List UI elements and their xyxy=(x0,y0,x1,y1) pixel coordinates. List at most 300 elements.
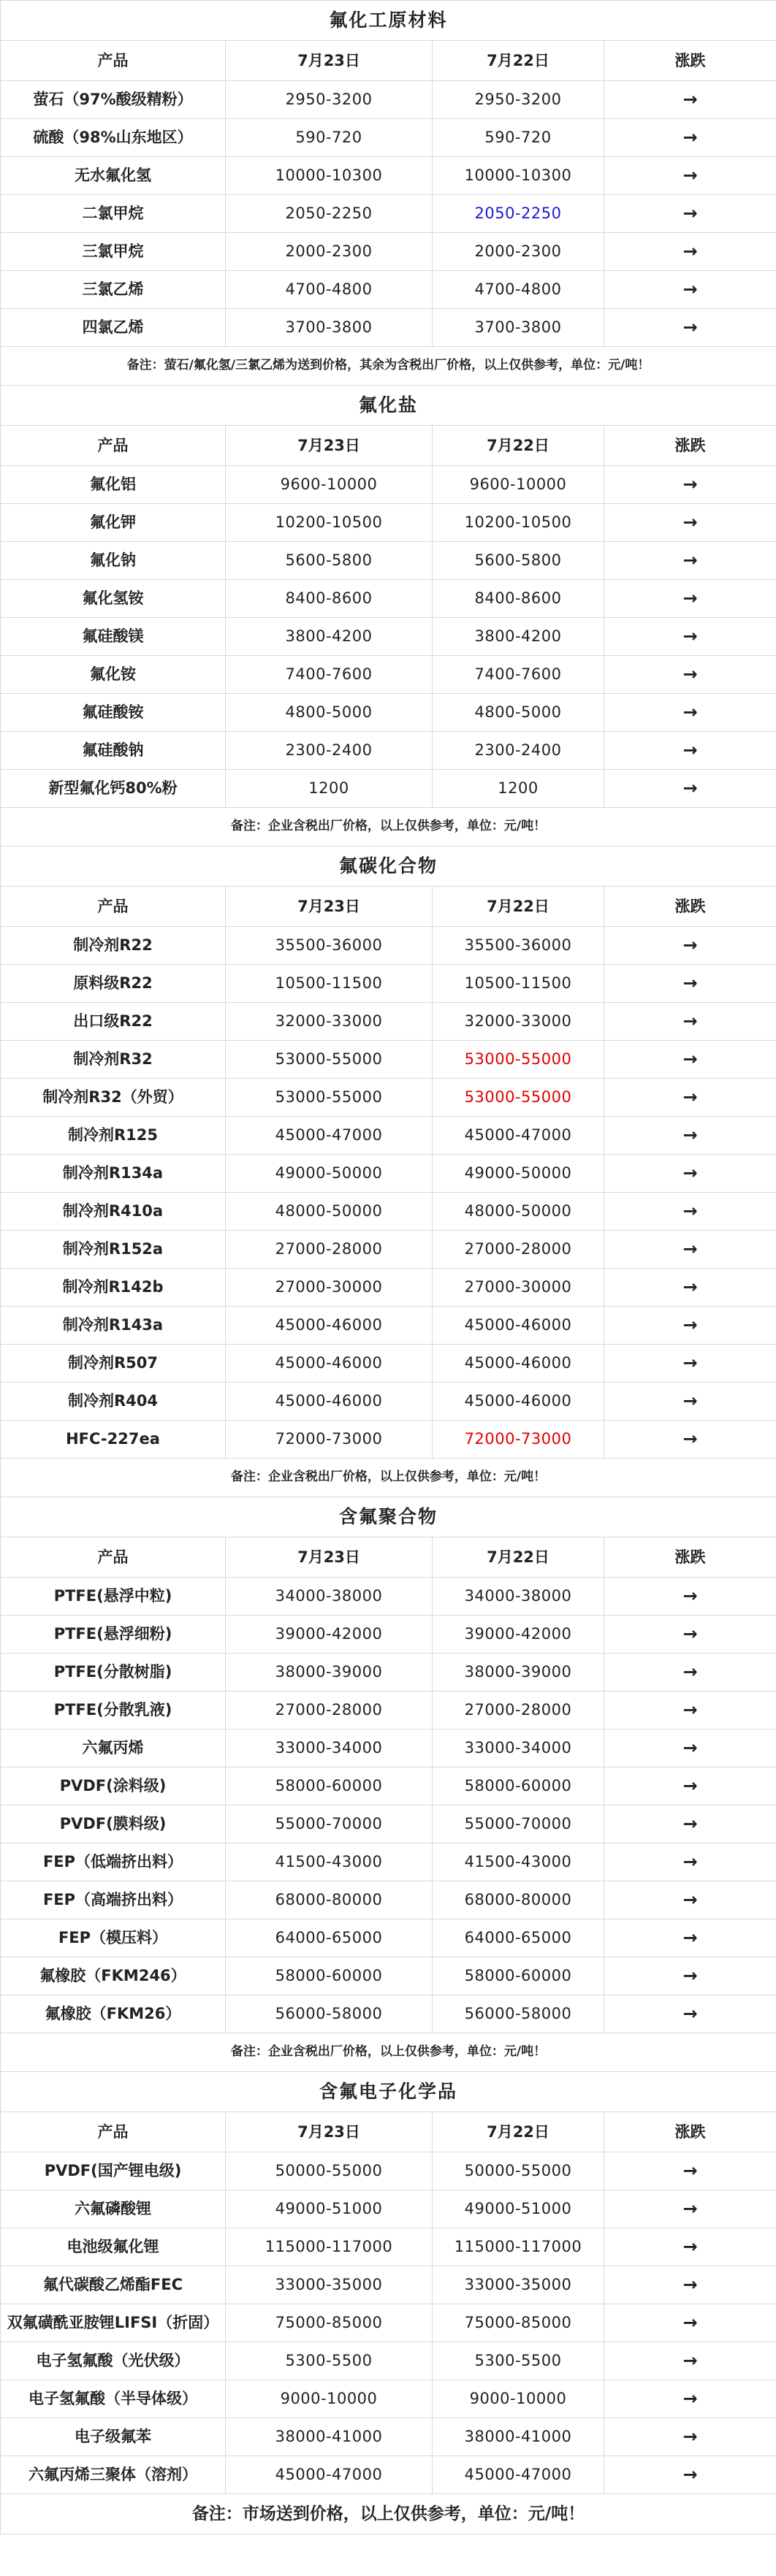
trend-arrow-icon: → xyxy=(604,1578,776,1616)
section-title: 含氟电子化学品 xyxy=(1,2072,776,2112)
price-date-1: 2000-2300 xyxy=(226,233,433,271)
product-name: 氟硅酸铵 xyxy=(1,694,226,732)
trend-arrow-icon: → xyxy=(604,1155,776,1193)
product-name: HFC-227ea xyxy=(1,1421,226,1459)
price-date-1: 48000-50000 xyxy=(226,1193,433,1231)
trend-arrow-icon: → xyxy=(604,542,776,580)
column-header-row xyxy=(1,887,776,927)
price-date-1: 45000-47000 xyxy=(226,1117,433,1155)
trend-arrow-icon: → xyxy=(604,1383,776,1421)
product-name: 电子级氟苯 xyxy=(1,2418,226,2456)
product-name: 制冷剂R142b xyxy=(1,1269,226,1307)
trend-arrow-icon: → xyxy=(604,1919,776,1957)
table-row xyxy=(1,1193,776,1231)
table-row xyxy=(1,81,776,119)
table-row xyxy=(1,1578,776,1616)
price-date-2: 35500-36000 xyxy=(433,927,604,965)
section-note-row xyxy=(1,2494,776,2534)
table-row xyxy=(1,1307,776,1345)
price-date-2: 39000-42000 xyxy=(433,1616,604,1654)
header-change: 涨跌 xyxy=(604,887,776,927)
table-row xyxy=(1,1919,776,1957)
product-name: 制冷剂R134a xyxy=(1,1155,226,1193)
trend-arrow-icon: → xyxy=(604,504,776,542)
trend-arrow-icon: → xyxy=(604,1003,776,1041)
price-date-2: 2000-2300 xyxy=(433,233,604,271)
price-date-1: 38000-41000 xyxy=(226,2418,433,2456)
trend-arrow-icon: → xyxy=(604,1231,776,1269)
price-date-1: 34000-38000 xyxy=(226,1578,433,1616)
product-name: 制冷剂R32 xyxy=(1,1041,226,1079)
price-date-1: 53000-55000 xyxy=(226,1079,433,1117)
section-title-row xyxy=(1,1497,776,1537)
price-date-2: 56000-58000 xyxy=(433,1995,604,2033)
product-name: FEP（高端挤出料） xyxy=(1,1881,226,1919)
table-row xyxy=(1,233,776,271)
price-date-2: 64000-65000 xyxy=(433,1919,604,1957)
price-date-1: 4700-4800 xyxy=(226,271,433,309)
price-date-2: 10200-10500 xyxy=(433,504,604,542)
price-date-2: 5300-5500 xyxy=(433,2342,604,2380)
product-name: 制冷剂R410a xyxy=(1,1193,226,1231)
price-date-1: 10500-11500 xyxy=(226,965,433,1003)
price-date-2: 53000-55000 xyxy=(433,1079,604,1117)
table-row xyxy=(1,1995,776,2033)
price-date-1: 50000-55000 xyxy=(226,2152,433,2190)
price-date-2: 3700-3800 xyxy=(433,309,604,347)
table-row xyxy=(1,1231,776,1269)
trend-arrow-icon: → xyxy=(604,1307,776,1345)
section-title-row xyxy=(1,1,776,41)
product-name: FEP（模压料） xyxy=(1,1919,226,1957)
price-date-1: 49000-50000 xyxy=(226,1155,433,1193)
table-row xyxy=(1,1383,776,1421)
product-name: 制冷剂R404 xyxy=(1,1383,226,1421)
product-name: 氟化铵 xyxy=(1,656,226,694)
trend-arrow-icon: → xyxy=(604,2304,776,2342)
price-date-2: 68000-80000 xyxy=(433,1881,604,1919)
header-product: 产品 xyxy=(1,41,226,81)
header-date-2: 7月22日 xyxy=(433,426,604,466)
product-name: 氟化钠 xyxy=(1,542,226,580)
trend-arrow-icon: → xyxy=(604,1041,776,1079)
header-date-2: 7月22日 xyxy=(433,41,604,81)
price-date-1: 115000-117000 xyxy=(226,2228,433,2266)
table-row xyxy=(1,1079,776,1117)
price-date-1: 32000-33000 xyxy=(226,1003,433,1041)
price-date-1: 27000-28000 xyxy=(226,1231,433,1269)
product-name: 二氯甲烷 xyxy=(1,195,226,233)
header-date-1: 7月23日 xyxy=(226,41,433,81)
table-row xyxy=(1,2418,776,2456)
product-name: 氟化氢铵 xyxy=(1,580,226,618)
price-date-1: 58000-60000 xyxy=(226,1957,433,1995)
product-name: PTFE(分散树脂) xyxy=(1,1654,226,1692)
price-date-2: 55000-70000 xyxy=(433,1805,604,1843)
price-date-2: 9600-10000 xyxy=(433,466,604,504)
trend-arrow-icon: → xyxy=(604,2342,776,2380)
product-name: 电池级氟化锂 xyxy=(1,2228,226,2266)
product-name: 制冷剂R143a xyxy=(1,1307,226,1345)
price-date-1: 5300-5500 xyxy=(226,2342,433,2380)
trend-arrow-icon: → xyxy=(604,1117,776,1155)
header-change: 涨跌 xyxy=(604,2112,776,2152)
product-name: 制冷剂R22 xyxy=(1,927,226,965)
price-date-1: 45000-46000 xyxy=(226,1307,433,1345)
trend-arrow-icon: → xyxy=(604,2456,776,2494)
table-row xyxy=(1,965,776,1003)
section-note: 备注：市场送到价格，以上仅供参考，单位：元/吨！ xyxy=(1,2494,776,2534)
table-row xyxy=(1,2228,776,2266)
table-row xyxy=(1,119,776,157)
header-date-2: 7月22日 xyxy=(433,1537,604,1578)
table-row xyxy=(1,770,776,808)
price-date-2: 75000-85000 xyxy=(433,2304,604,2342)
trend-arrow-icon: → xyxy=(604,81,776,119)
table-row xyxy=(1,1843,776,1881)
trend-arrow-icon: → xyxy=(604,1995,776,2033)
table-row xyxy=(1,195,776,233)
product-name: 电子氢氟酸（半导体级） xyxy=(1,2380,226,2418)
product-name: 制冷剂R125 xyxy=(1,1117,226,1155)
header-date-1: 7月23日 xyxy=(226,2112,433,2152)
table-row xyxy=(1,1345,776,1383)
table-row xyxy=(1,694,776,732)
section-title: 含氟聚合物 xyxy=(1,1497,776,1537)
price-date-1: 27000-30000 xyxy=(226,1269,433,1307)
price-date-2: 58000-60000 xyxy=(433,1767,604,1805)
trend-arrow-icon: → xyxy=(604,466,776,504)
table-row xyxy=(1,1654,776,1692)
trend-arrow-icon: → xyxy=(604,965,776,1003)
product-name: 三氯乙烯 xyxy=(1,271,226,309)
price-date-1: 2300-2400 xyxy=(226,732,433,770)
price-date-1: 72000-73000 xyxy=(226,1421,433,1459)
trend-arrow-icon: → xyxy=(604,1730,776,1767)
price-date-1: 45000-46000 xyxy=(226,1345,433,1383)
header-product: 产品 xyxy=(1,1537,226,1578)
table-row xyxy=(1,618,776,656)
product-name: 电子氢氟酸（光伏级） xyxy=(1,2342,226,2380)
product-name: 氟硅酸镁 xyxy=(1,618,226,656)
table-row xyxy=(1,1957,776,1995)
trend-arrow-icon: → xyxy=(604,2266,776,2304)
price-date-2: 2300-2400 xyxy=(433,732,604,770)
trend-arrow-icon: → xyxy=(604,927,776,965)
trend-arrow-icon: → xyxy=(604,119,776,157)
table-row xyxy=(1,580,776,618)
trend-arrow-icon: → xyxy=(604,195,776,233)
table-row xyxy=(1,2190,776,2228)
product-name: 氟代碳酸乙烯酯FEC xyxy=(1,2266,226,2304)
table-row xyxy=(1,1269,776,1307)
section-note: 备注：企业含税出厂价格，以上仅供参考，单位：元/吨！ xyxy=(1,808,776,846)
table-row xyxy=(1,1805,776,1843)
trend-arrow-icon: → xyxy=(604,1193,776,1231)
table-row xyxy=(1,1003,776,1041)
price-date-2: 2050-2250 xyxy=(433,195,604,233)
product-name: 出口级R22 xyxy=(1,1003,226,1041)
header-product: 产品 xyxy=(1,2112,226,2152)
price-date-2: 72000-73000 xyxy=(433,1421,604,1459)
section-title-row xyxy=(1,386,776,426)
price-date-2: 53000-55000 xyxy=(433,1041,604,1079)
price-date-1: 2050-2250 xyxy=(226,195,433,233)
price-date-2: 10500-11500 xyxy=(433,965,604,1003)
trend-arrow-icon: → xyxy=(604,770,776,808)
price-date-1: 41500-43000 xyxy=(226,1843,433,1881)
price-date-2: 50000-55000 xyxy=(433,2152,604,2190)
trend-arrow-icon: → xyxy=(604,1767,776,1805)
price-date-2: 41500-43000 xyxy=(433,1843,604,1881)
price-date-1: 33000-34000 xyxy=(226,1730,433,1767)
price-date-2: 7400-7600 xyxy=(433,656,604,694)
price-date-1: 64000-65000 xyxy=(226,1919,433,1957)
trend-arrow-icon: → xyxy=(604,309,776,347)
product-name: 氟化钾 xyxy=(1,504,226,542)
price-date-2: 2950-3200 xyxy=(433,81,604,119)
table-row xyxy=(1,2456,776,2494)
price-date-1: 3700-3800 xyxy=(226,309,433,347)
column-header-row xyxy=(1,2112,776,2152)
trend-arrow-icon: → xyxy=(604,233,776,271)
product-name: 硫酸（98%山东地区） xyxy=(1,119,226,157)
price-date-1: 53000-55000 xyxy=(226,1041,433,1079)
price-date-1: 10200-10500 xyxy=(226,504,433,542)
column-header-row xyxy=(1,1537,776,1578)
table-row xyxy=(1,2152,776,2190)
table-row xyxy=(1,1421,776,1459)
table-row xyxy=(1,2342,776,2380)
price-date-2: 45000-46000 xyxy=(433,1307,604,1345)
table-row xyxy=(1,2266,776,2304)
product-name: PTFE(分散乳液) xyxy=(1,1692,226,1730)
table-row xyxy=(1,466,776,504)
header-change: 涨跌 xyxy=(604,41,776,81)
price-date-2: 33000-34000 xyxy=(433,1730,604,1767)
price-date-2: 45000-46000 xyxy=(433,1345,604,1383)
price-date-2: 34000-38000 xyxy=(433,1578,604,1616)
trend-arrow-icon: → xyxy=(604,2380,776,2418)
trend-arrow-icon: → xyxy=(604,1654,776,1692)
product-name: 无水氟化氢 xyxy=(1,157,226,195)
product-name: PTFE(悬浮细粉) xyxy=(1,1616,226,1654)
product-name: 制冷剂R507 xyxy=(1,1345,226,1383)
price-date-2: 45000-46000 xyxy=(433,1383,604,1421)
price-date-2: 3800-4200 xyxy=(433,618,604,656)
trend-arrow-icon: → xyxy=(604,1881,776,1919)
price-date-2: 590-720 xyxy=(433,119,604,157)
trend-arrow-icon: → xyxy=(604,694,776,732)
price-date-2: 27000-28000 xyxy=(433,1692,604,1730)
table-row xyxy=(1,309,776,347)
price-date-2: 10000-10300 xyxy=(433,157,604,195)
section-note: 备注：萤石/氟化氢/三氯乙烯为送到价格，其余为含税出厂价格，以上仅供参考，单位：元/吨！ xyxy=(1,347,776,386)
price-date-2: 49000-51000 xyxy=(433,2190,604,2228)
trend-arrow-icon: → xyxy=(604,1616,776,1654)
header-change: 涨跌 xyxy=(604,1537,776,1578)
product-name: 氟硅酸钠 xyxy=(1,732,226,770)
trend-arrow-icon: → xyxy=(604,2228,776,2266)
trend-arrow-icon: → xyxy=(604,1421,776,1459)
price-date-2: 38000-41000 xyxy=(433,2418,604,2456)
price-date-1: 3800-4200 xyxy=(226,618,433,656)
price-date-2: 48000-50000 xyxy=(433,1193,604,1231)
price-date-2: 32000-33000 xyxy=(433,1003,604,1041)
trend-arrow-icon: → xyxy=(604,2418,776,2456)
product-name: 原料级R22 xyxy=(1,965,226,1003)
product-name: 双氟磺酰亚胺锂LIFSI（折固） xyxy=(1,2304,226,2342)
price-date-2: 45000-47000 xyxy=(433,2456,604,2494)
header-date-1: 7月23日 xyxy=(226,1537,433,1578)
price-date-2: 58000-60000 xyxy=(433,1957,604,1995)
price-date-2: 5600-5800 xyxy=(433,542,604,580)
column-header-row xyxy=(1,426,776,466)
trend-arrow-icon: → xyxy=(604,271,776,309)
price-date-1: 590-720 xyxy=(226,119,433,157)
price-date-2: 4800-5000 xyxy=(433,694,604,732)
product-name: 氟橡胶（FKM246） xyxy=(1,1957,226,1995)
product-name: PVDF(国产锂电级) xyxy=(1,2152,226,2190)
price-date-2: 49000-50000 xyxy=(433,1155,604,1193)
price-date-1: 35500-36000 xyxy=(226,927,433,965)
product-name: 萤石（97%酸级精粉） xyxy=(1,81,226,119)
price-date-1: 39000-42000 xyxy=(226,1616,433,1654)
price-date-1: 7400-7600 xyxy=(226,656,433,694)
trend-arrow-icon: → xyxy=(604,580,776,618)
table-row xyxy=(1,1155,776,1193)
trend-arrow-icon: → xyxy=(604,618,776,656)
price-date-1: 9000-10000 xyxy=(226,2380,433,2418)
price-date-1: 33000-35000 xyxy=(226,2266,433,2304)
product-name: 新型氟化钙80%粉 xyxy=(1,770,226,808)
product-name: 四氯乙烯 xyxy=(1,309,226,347)
product-name: 氟橡胶（FKM26） xyxy=(1,1995,226,2033)
trend-arrow-icon: → xyxy=(604,1843,776,1881)
price-date-1: 45000-47000 xyxy=(226,2456,433,2494)
header-date-1: 7月23日 xyxy=(226,426,433,466)
price-date-1: 55000-70000 xyxy=(226,1805,433,1843)
price-date-2: 1200 xyxy=(433,770,604,808)
price-date-2: 45000-47000 xyxy=(433,1117,604,1155)
trend-arrow-icon: → xyxy=(604,1805,776,1843)
section-note-row xyxy=(1,2033,776,2072)
table-row xyxy=(1,1692,776,1730)
product-name: 六氟磷酸锂 xyxy=(1,2190,226,2228)
price-date-1: 45000-46000 xyxy=(226,1383,433,1421)
table-row xyxy=(1,271,776,309)
price-date-1: 68000-80000 xyxy=(226,1881,433,1919)
table-row xyxy=(1,157,776,195)
table-row xyxy=(1,1616,776,1654)
table-row xyxy=(1,1117,776,1155)
price-date-1: 8400-8600 xyxy=(226,580,433,618)
header-date-1: 7月23日 xyxy=(226,887,433,927)
price-date-2: 4700-4800 xyxy=(433,271,604,309)
price-date-2: 27000-30000 xyxy=(433,1269,604,1307)
section-title: 氟化工原材料 xyxy=(1,1,776,41)
price-date-2: 27000-28000 xyxy=(433,1231,604,1269)
table-row xyxy=(1,656,776,694)
product-name: 三氯甲烷 xyxy=(1,233,226,271)
product-name: 氟化铝 xyxy=(1,466,226,504)
price-date-1: 56000-58000 xyxy=(226,1995,433,2033)
section-note-row xyxy=(1,808,776,846)
product-name: PTFE(悬浮中粒) xyxy=(1,1578,226,1616)
trend-arrow-icon: → xyxy=(604,732,776,770)
section-title: 氟化盐 xyxy=(1,386,776,426)
table-row xyxy=(1,2380,776,2418)
product-name: 六氟丙烯三聚体（溶剂） xyxy=(1,2456,226,2494)
product-name: FEP（低端挤出料） xyxy=(1,1843,226,1881)
header-date-2: 7月22日 xyxy=(433,887,604,927)
trend-arrow-icon: → xyxy=(604,1345,776,1383)
product-name: 制冷剂R32（外贸） xyxy=(1,1079,226,1117)
section-note-row xyxy=(1,347,776,386)
table-row xyxy=(1,542,776,580)
header-date-2: 7月22日 xyxy=(433,2112,604,2152)
trend-arrow-icon: → xyxy=(604,1957,776,1995)
price-date-2: 38000-39000 xyxy=(433,1654,604,1692)
price-date-1: 4800-5000 xyxy=(226,694,433,732)
section-note: 备注：企业含税出厂价格，以上仅供参考，单位：元/吨！ xyxy=(1,1459,776,1497)
section-title: 氟碳化合物 xyxy=(1,846,776,887)
table-row xyxy=(1,2304,776,2342)
table-row xyxy=(1,504,776,542)
header-product: 产品 xyxy=(1,426,226,466)
table-row xyxy=(1,1881,776,1919)
trend-arrow-icon: → xyxy=(604,2152,776,2190)
table-row xyxy=(1,1767,776,1805)
trend-arrow-icon: → xyxy=(604,656,776,694)
price-date-1: 49000-51000 xyxy=(226,2190,433,2228)
section-note: 备注：企业含税出厂价格，以上仅供参考，单位：元/吨！ xyxy=(1,2033,776,2072)
section-note-row xyxy=(1,1459,776,1497)
price-date-1: 27000-28000 xyxy=(226,1692,433,1730)
section-title-row xyxy=(1,846,776,887)
trend-arrow-icon: → xyxy=(604,1692,776,1730)
price-date-1: 2950-3200 xyxy=(226,81,433,119)
price-date-1: 5600-5800 xyxy=(226,542,433,580)
product-name: 六氟丙烯 xyxy=(1,1730,226,1767)
price-date-2: 33000-35000 xyxy=(433,2266,604,2304)
trend-arrow-icon: → xyxy=(604,157,776,195)
table-row xyxy=(1,1041,776,1079)
price-date-1: 75000-85000 xyxy=(226,2304,433,2342)
table-row xyxy=(1,1730,776,1767)
price-table-body xyxy=(1,1,776,2534)
header-product: 产品 xyxy=(1,887,226,927)
price-date-1: 58000-60000 xyxy=(226,1767,433,1805)
header-change: 涨跌 xyxy=(604,426,776,466)
table-row xyxy=(1,732,776,770)
product-name: PVDF(膜料级) xyxy=(1,1805,226,1843)
price-date-2: 9000-10000 xyxy=(433,2380,604,2418)
price-date-2: 115000-117000 xyxy=(433,2228,604,2266)
product-name: PVDF(涂料级) xyxy=(1,1767,226,1805)
trend-arrow-icon: → xyxy=(604,1269,776,1307)
price-date-1: 9600-10000 xyxy=(226,466,433,504)
section-title-row xyxy=(1,2072,776,2112)
product-name: 制冷剂R152a xyxy=(1,1231,226,1269)
trend-arrow-icon: → xyxy=(604,2190,776,2228)
table-row xyxy=(1,927,776,965)
price-date-1: 10000-10300 xyxy=(226,157,433,195)
column-header-row xyxy=(1,41,776,81)
price-date-2: 8400-8600 xyxy=(433,580,604,618)
trend-arrow-icon: → xyxy=(604,1079,776,1117)
price-date-1: 38000-39000 xyxy=(226,1654,433,1692)
